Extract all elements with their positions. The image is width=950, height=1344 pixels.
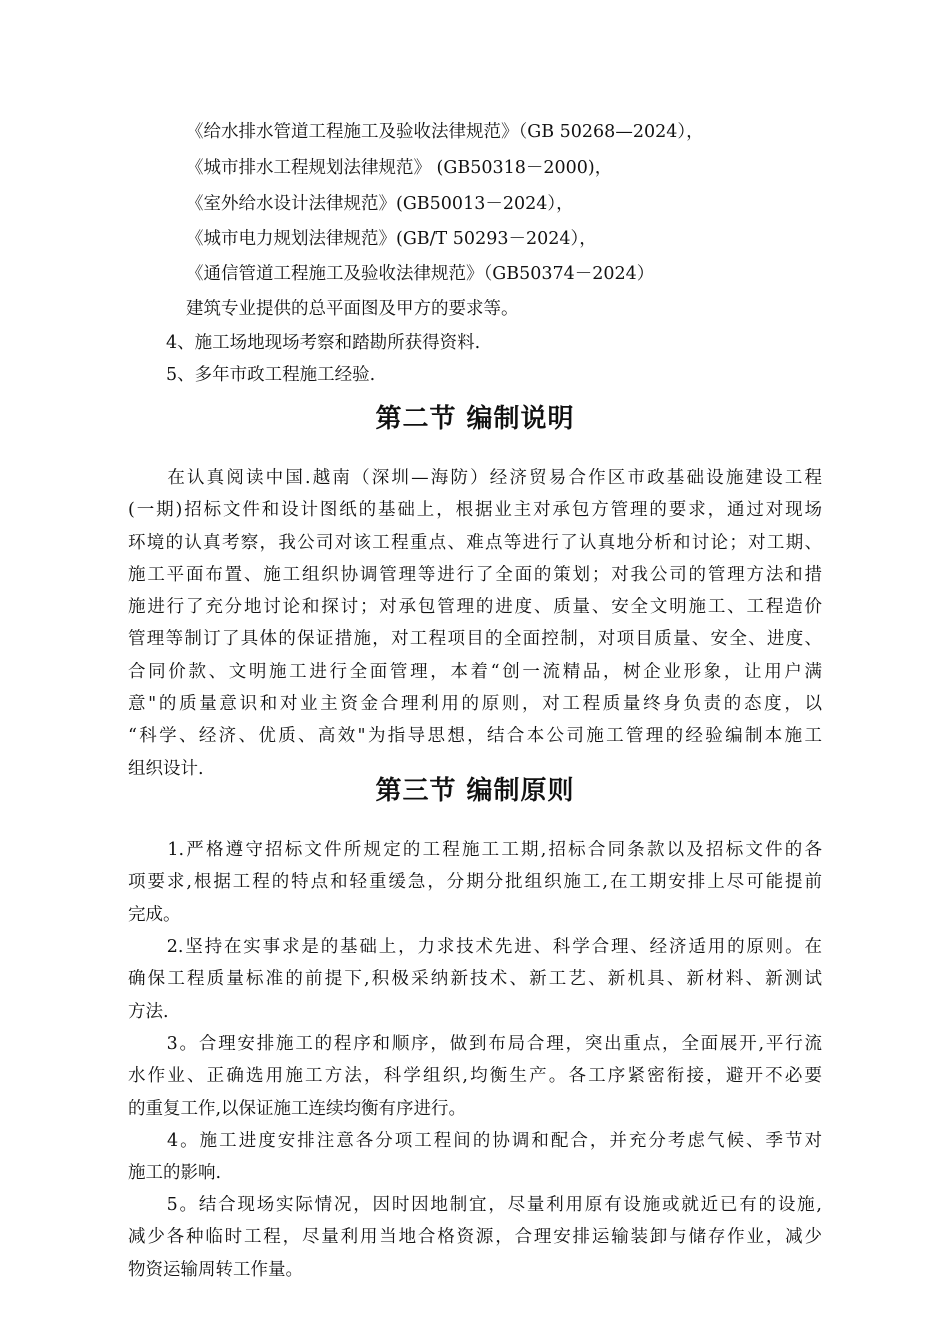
reference-note: 建筑专业提供的总平面图及甲方的要求等。: [186, 299, 519, 319]
paragraph-line: 4。施工进度安排注意各分项工程间的协调和配合，并充分考虑气候、季节对: [128, 1131, 822, 1151]
reference-line: 《通信管道工程施工及验收法律规范》（GB50374－2024）: [186, 264, 655, 284]
reference-line: 《城市电力规划法律规范》(GB/T 50293－2024），: [186, 229, 597, 249]
paragraph-line: 的重复工作,以保证施工连续均衡有序进行。: [128, 1098, 467, 1119]
principle-3: [128, 1028, 822, 1125]
paragraph-line: 1.严格遵守招标文件所规定的工程施工工期,招标合同条款以及招标文件的各: [128, 840, 822, 860]
paragraph-line: 3。合理安排施工的程序和顺序，做到布局合理，突出重点，全面展开,平行流: [128, 1034, 822, 1054]
paragraph-line: 确保工程质量标准的前提下,积极采纳新技术、新工艺、新机具、新材料、新测试: [128, 969, 822, 990]
paragraph-line: 环境的认真考察，我公司对该工程重点、难点等进行了认真地分析和讨论；对工期、: [128, 532, 822, 553]
list-item: 4、施工场地现场考察和踏勘所获得资料.: [166, 333, 481, 353]
principle-1: [128, 834, 822, 931]
list-item: 5、多年市政工程施工经验.: [166, 365, 376, 385]
paragraph-line: 在认真阅读中国.越南（深圳—海防）经济贸易合作区市政基础设施建设工程: [128, 468, 822, 488]
paragraph-line: 管理等制订了具体的保证措施，对工程项目的全面控制，对项目质量、安全、进度、: [128, 629, 822, 650]
principle-4: [128, 1125, 822, 1190]
section-2-paragraph: [128, 462, 822, 785]
paragraph-line: 施进行了充分地讨论和探讨；对承包管理的进度、质量、安全文明施工、工程造价: [128, 597, 822, 618]
paragraph-line: 减少各种临时工程，尽量利用当地合格资源，合理安排运输装卸与储存作业，减少: [128, 1227, 822, 1248]
paragraph-line: 施工的影响.: [128, 1163, 222, 1184]
paragraph-line: 物资运输周转工作量。: [128, 1259, 303, 1280]
paragraph-line: 5。结合现场实际情况，因时因地制宜，尽量利用原有设施或就近已有的设施,: [128, 1195, 822, 1215]
principle-2: [128, 931, 822, 1028]
principle-5: [128, 1189, 822, 1286]
paragraph-line: 施工平面布置、施工组织协调管理等进行了全面的策划；对我公司的管理方法和措: [128, 564, 822, 585]
paragraph-line: 合同价款、文明施工进行全面管理，本着“创一流精品，树企业形象，让用户满: [128, 661, 822, 682]
paragraph-line: 项要求,根据工程的特点和轻重缓急，分期分批组织施工,在工期安排上尽可能提前: [128, 872, 822, 893]
paragraph-line: 方法.: [128, 1001, 169, 1022]
reference-line: 《城市排水工程规划法律规范》 (GB50318－2000)，: [186, 158, 613, 178]
paragraph-line: 水作业、正确选用施工方法，科学组织,均衡生产。各工序紧密衔接，避开不必要: [128, 1066, 822, 1087]
paragraph-line: 组织设计.: [128, 758, 204, 779]
paragraph-line: 完成。: [128, 904, 181, 925]
paragraph-line: “科学、经济、优质、高效"为指导思想，结合本公司施工管理的经验编制本施工: [128, 726, 822, 747]
section-heading-3: 第三节 编制原则: [375, 776, 575, 806]
paragraph-line: 2.坚持在实事求是的基础上，力求技术先进、科学合理、经济适用的原则。在: [128, 937, 822, 957]
section-heading-2: 第二节 编制说明: [375, 404, 575, 434]
paragraph-line: (一期)招标文件和设计图纸的基础上，根据业主对承包方管理的要求，通过对现场: [128, 500, 822, 521]
reference-line: 《给水排水管道工程施工及验收法律规范》（GB 50268—2024），: [186, 122, 704, 142]
paragraph-line: 意"的质量意识和对业主资金合理利用的原则，对工程质量终身负责的态度，以: [128, 694, 822, 715]
reference-line: 《室外给水设计法律规范》(GB50013－2024），: [186, 194, 574, 214]
